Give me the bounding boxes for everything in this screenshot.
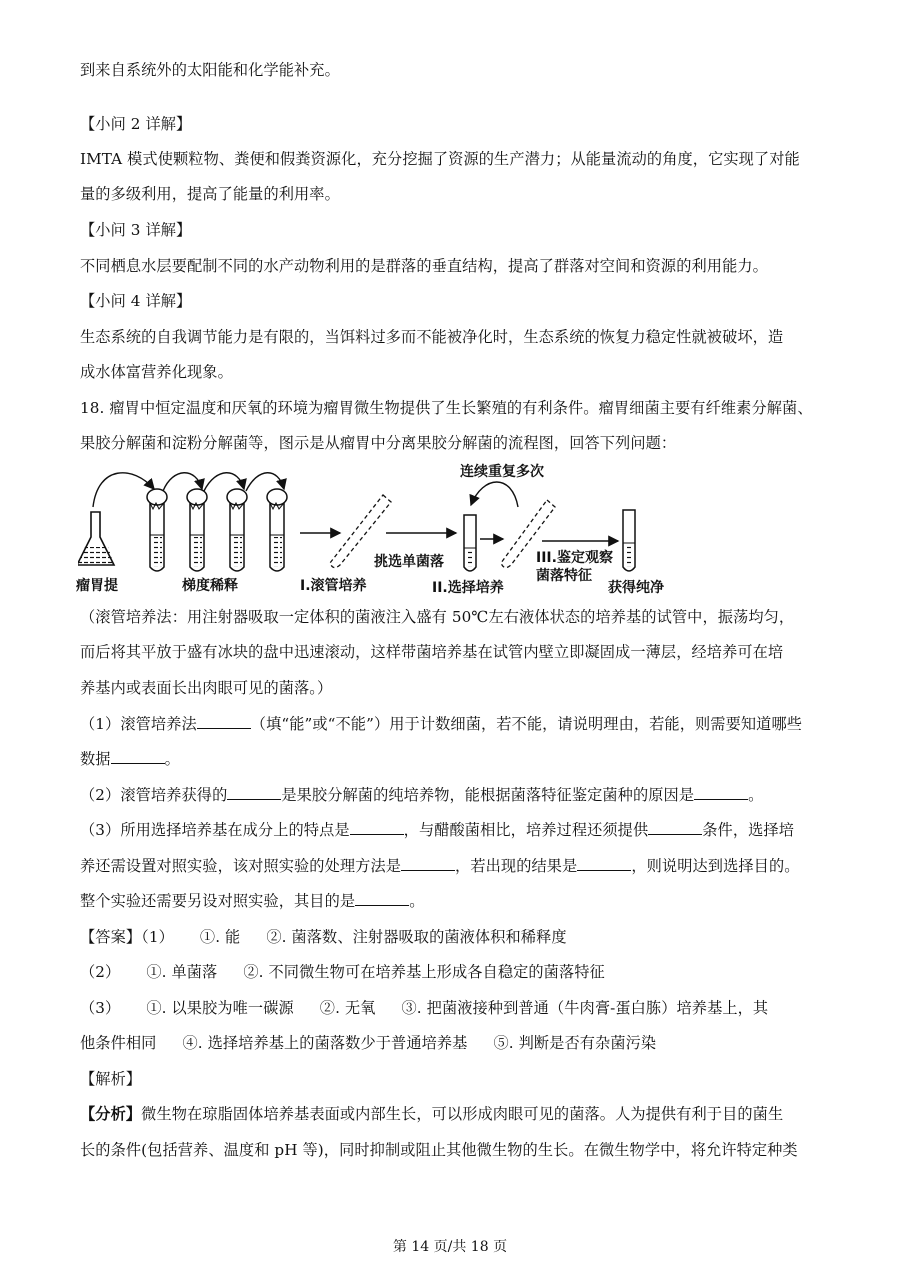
answer-item: ①. 单菌落: [146, 963, 218, 981]
answer-blank: [227, 785, 281, 800]
label-colony-features: 菌落特征: [536, 568, 592, 584]
q-text: 养还需设置对照实验，该对照实验的处理方法是: [80, 857, 402, 875]
dilution-tubes: [147, 489, 287, 571]
answer-item: ⑤. 判断是否有杂菌污染: [493, 1034, 657, 1052]
analysis-text: [80, 1104, 783, 1124]
answer-label: 【答案】: [80, 928, 142, 946]
label-identify: III.鉴定观察: [536, 550, 613, 566]
note-text: 而后将其平放于盛有冰块的盘中迅速滚动，这样带菌培养基在试管内壁立即凝固成一薄层，经培养可在培: [80, 643, 784, 661]
pure-culture-tube-icon: [623, 510, 635, 571]
section-heading: 【小问 4 详解】: [80, 292, 192, 310]
answer-blank: [577, 856, 631, 871]
note-text: （滚管培养法：用注射器吸取一定体积的菌液注入盛有 50℃左右液体状态的培养基的试管中，振荡均匀，: [80, 608, 795, 626]
answer-line-3: [80, 998, 768, 1018]
answer-num: （2）: [80, 963, 121, 981]
question-18-stem: 18. 瘤胃中恒定温度和厌氧的环境为瘤胃微生物提供了生长繁殖的有利条件。瘤胃细菌主要有纤维素分解菌、: [80, 399, 813, 417]
q-text: 。: [409, 892, 425, 910]
note-text: 养基内或表面长出肉眼可见的菌落。）: [80, 679, 333, 697]
analysis-body: 微生物在琼脂固体培养基表面或内部生长，可以形成肉眼可见的菌落。人为提供有利于目的菌生: [141, 1105, 784, 1123]
q-text: 整个实验还需要另设对照实验，其目的是: [80, 892, 356, 910]
answer-item: ①. 以果胶为唯一碳源: [146, 999, 294, 1017]
answer-blank: [648, 820, 702, 835]
answer-item: ②. 菌落数、注射器吸取的菌液体积和稀释度: [266, 928, 567, 946]
answer-num: （3）: [80, 999, 121, 1017]
flask-icon: [78, 512, 114, 565]
q-text: ，与醋酸菌相比，培养过程还须提供: [403, 821, 649, 839]
q-text: （2）滚管培养获得的: [80, 786, 228, 804]
question-1: [80, 714, 802, 734]
answer-line-4: [80, 1033, 656, 1053]
answer-blank: [350, 820, 404, 835]
label-pick-colony: 挑选单菌落: [374, 554, 444, 570]
q-text: （填“能”或“不能”）用于计数细菌，若不能，请说明理由，若能，则需要知道哪些: [250, 715, 803, 733]
q-text: 数据: [80, 750, 111, 768]
text-line: IMTA 模式使颗粒物、粪便和假粪资源化，充分挖掘了资源的生产潜力；从能量流动的角度，它实现了对能: [80, 150, 800, 168]
page-footer: 第 14 页/共 18 页: [392, 1239, 508, 1255]
q-text: 。: [748, 786, 764, 804]
answer-item: 他条件相同: [80, 1034, 157, 1052]
text-line: 不同栖息水层要配制不同的水产动物利用的是群落的垂直结构，提高了群落对空间和资源的利用能力。: [80, 257, 768, 275]
label-pure-culture: 获得纯净: [608, 580, 664, 596]
question-1-cont: [80, 749, 180, 769]
answer-blank: [355, 891, 409, 906]
analysis-text: 长的条件(包括营养、温度和 pH 等)，同时抑制或阻止其他微生物的生长。在微生物学中，将允许特定种类: [80, 1141, 798, 1159]
q-text: （3）所用选择培养基在成分上的特点是: [80, 821, 350, 839]
repeat-arrow-icon: [471, 482, 518, 507]
question-2: [80, 785, 763, 805]
question-3-cont: [80, 891, 424, 911]
text-line: 量的多级利用，提高了能量的利用率。: [80, 185, 340, 203]
flow-diagram: [76, 455, 664, 600]
answer-blank: [694, 785, 748, 800]
q-text: 条件，选择培: [702, 821, 794, 839]
q-text: ，若出现的结果是: [455, 857, 578, 875]
question-3: [80, 820, 794, 840]
q-text: ，则说明达到选择目的。: [631, 857, 800, 875]
answer-num: （1）: [141, 928, 174, 946]
q-text: （1）滚管培养法: [80, 715, 197, 733]
section-heading: 【小问 2 详解】: [80, 115, 192, 133]
selection-tube-icon: [464, 515, 476, 571]
answer-line-2: [80, 962, 605, 982]
answer-item: ②. 不同微生物可在培养基上形成各自稳定的菌落特征: [243, 963, 605, 981]
answer-line-1: [80, 927, 567, 947]
label-roll-culture: I.滚管培养: [300, 578, 367, 594]
text-line: 生态系统的自我调节能力是有限的，当饵料过多而不能被净化时，生态系统的恢复力稳定性就被破坏，造: [80, 328, 784, 346]
answer-blank: [197, 714, 251, 729]
text-line: 成水体富营养化现象。: [80, 363, 233, 381]
answer-item: ③. 把菌液接种到普通（牛肉膏-蛋白胨）培养基上，其: [401, 999, 769, 1017]
answer-blank: [401, 856, 455, 871]
label-selective-culture: II.选择培养: [432, 580, 504, 596]
section-heading: 【小问 3 详解】: [80, 221, 192, 239]
question-3-cont: [80, 856, 800, 876]
label-repeat: 连续重复多次: [460, 464, 544, 480]
q-text: 。: [164, 750, 180, 768]
answer-blank: [111, 749, 165, 764]
label-flask: 瘤胃提: [76, 578, 118, 594]
text-line: 到来自系统外的太阳能和化学能补充。: [80, 61, 340, 79]
label-dilution: 梯度稀释: [182, 578, 238, 594]
q-text: 是果胶分解菌的纯培养物，能根据菌落特征鉴定菌种的原因是: [281, 786, 695, 804]
answer-item: ④. 选择培养基上的菌落数少于普通培养基: [182, 1034, 468, 1052]
analysis-tag: 【分析】: [80, 1105, 142, 1123]
answer-item: ①. 能: [199, 928, 241, 946]
question-18-stem: 果胶分解菌和淀粉分解菌等，图示是从瘤胃中分离果胶分解菌的流程图，回答下列问题：: [80, 434, 677, 452]
answer-item: ②. 无氧: [319, 999, 376, 1017]
analysis-heading: 【解析】: [80, 1070, 142, 1088]
